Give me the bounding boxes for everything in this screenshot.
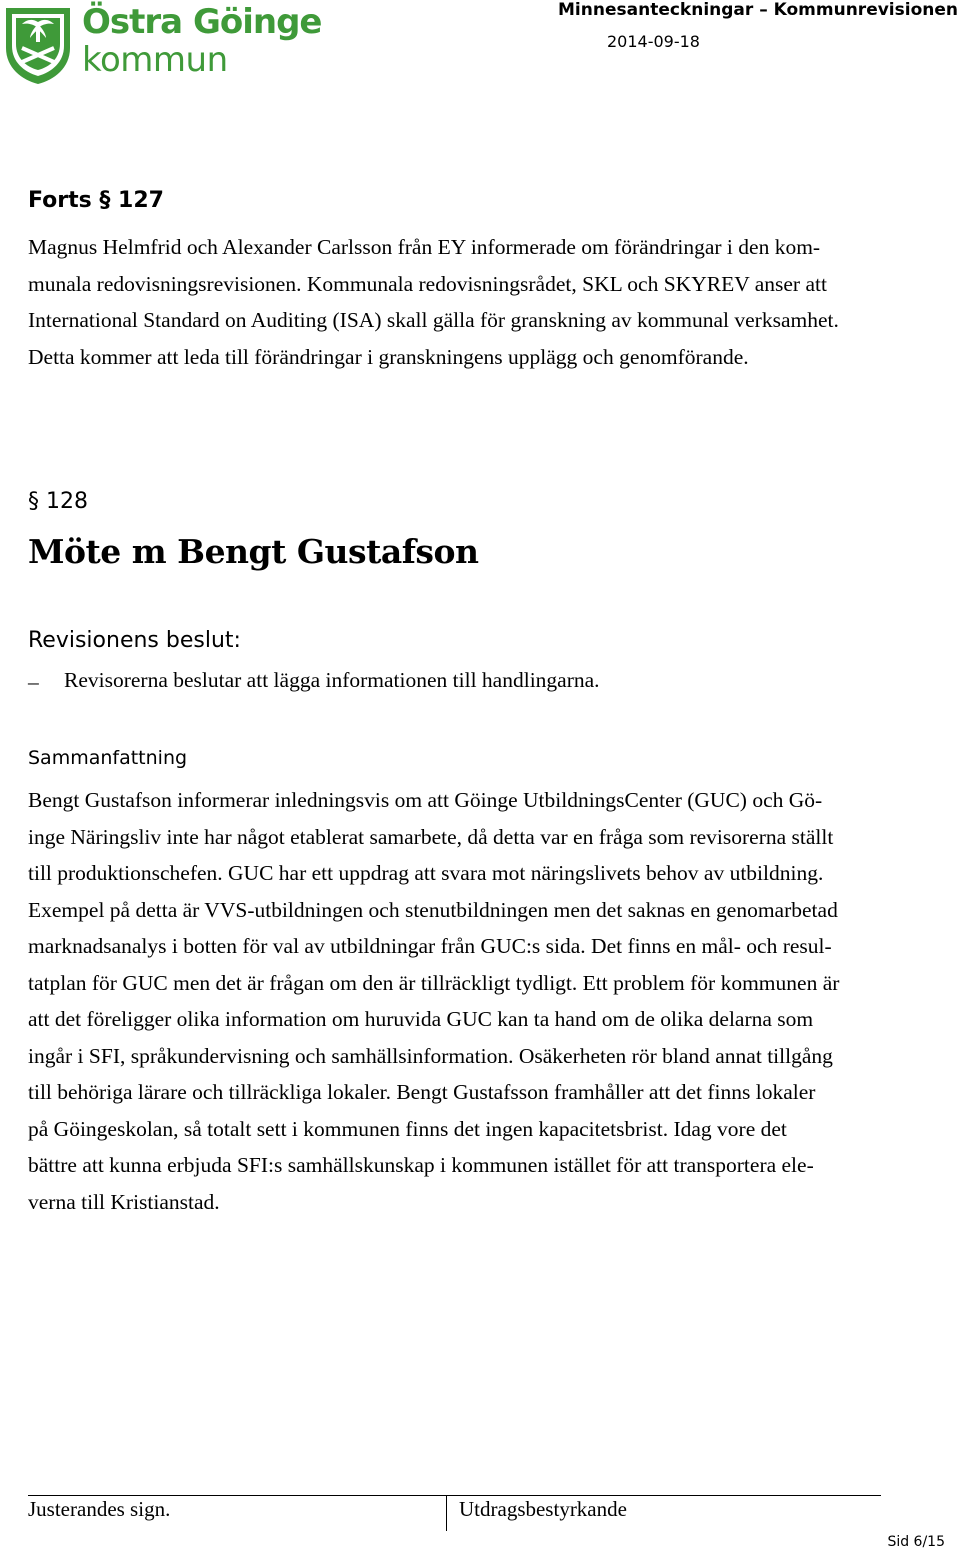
- text-line: till behöriga lärare och tillräckliga lokaler. Bengt Gustafsson framhåller att det finns lokaler: [28, 1080, 816, 1104]
- meeting-title: Möte m Bengt Gustafson: [28, 532, 479, 571]
- signature-label: Justerandes sign.: [28, 1497, 171, 1521]
- text-line: tatplan för GUC men det är frågan om den är tillräckligt tydligt. Ett problem för kommunen är: [28, 970, 840, 995]
- summary-heading: Sammanfattning: [28, 747, 188, 769]
- kommun-logo: [2, 4, 322, 86]
- text-line: till produktionschefen. GUC har ett uppdrag att svara mot näringslivets behov av utbildning.: [28, 861, 824, 885]
- footer-column-divider: [446, 1495, 447, 1531]
- text-line: ingår i SFI, språkundervisning och samhällsinformation. Osäkerheten rör bland annat tillgång: [28, 1043, 833, 1068]
- text-line: på Göingeskolan, så totalt sett i kommunen finns det ingen kapacitetsbrist. Idag vore det: [28, 1116, 787, 1141]
- text-line: bättre att kunna erbjuda SFI:s samhällskunskap i kommunen istället för att transportera ele-: [28, 1153, 814, 1177]
- footer-divider: [28, 1495, 881, 1496]
- decision-heading: Revisionens beslut:: [28, 628, 241, 653]
- certification-label: Utdragsbestyrkande: [459, 1497, 627, 1521]
- text-line: verna till Kristianstad.: [28, 1189, 220, 1214]
- dash-bullet: –: [28, 670, 39, 694]
- text-line: International Standard on Auditing (ISA) skall gälla för granskning av kommunal verksamhet.: [28, 308, 839, 332]
- paragraph-127: [28, 229, 839, 375]
- decision-item: Revisorerna beslutar att lägga informationen till handlingarna.: [64, 668, 600, 692]
- document-title: Minnesanteckningar – Kommunrevisionen: [558, 0, 958, 20]
- text-line: marknadsanalys i botten för val av utbildningar från GUC:s sida. Det finns en mål- och resul-: [28, 934, 832, 958]
- text-line: Exempel på detta är VVS-utbildningen och stenutbildningen men det saknas en genomarbetad: [28, 897, 838, 922]
- text-line: munala redovisningsrevisionen. Kommunala redovisningsrådet, SKL och SKYREV anser att: [28, 271, 827, 296]
- section-number: § 128: [28, 489, 88, 514]
- text-line: Bengt Gustafson informerar inledningsvis om att Göinge UtbildningsCenter (GUC) och Gö-: [28, 788, 823, 812]
- text-line: att det föreligger olika information om huruvida GUC kan ta hand om de olika delarna som: [28, 1007, 814, 1031]
- logo-subname: kommun: [82, 40, 228, 80]
- summary-paragraph: [28, 782, 839, 1220]
- text-line: Magnus Helmfrid och Alexander Carlsson från EY informerade om förändringar i den kom-: [28, 235, 821, 259]
- page-number: Sid 6/15: [887, 1534, 945, 1550]
- section-continued-heading: Forts § 127: [28, 188, 164, 213]
- text-line: Detta kommer att leda till förändringar i granskningens upplägg och genomförande.: [28, 344, 749, 369]
- document-date: 2014-09-18: [607, 32, 700, 51]
- coat-of-arms-icon: [2, 4, 74, 86]
- text-line: inge Näringsliv inte har något etablerat samarbete, då detta var en fråga som revisorerna ställt: [28, 824, 834, 849]
- logo-name: Östra Göinge: [82, 2, 322, 42]
